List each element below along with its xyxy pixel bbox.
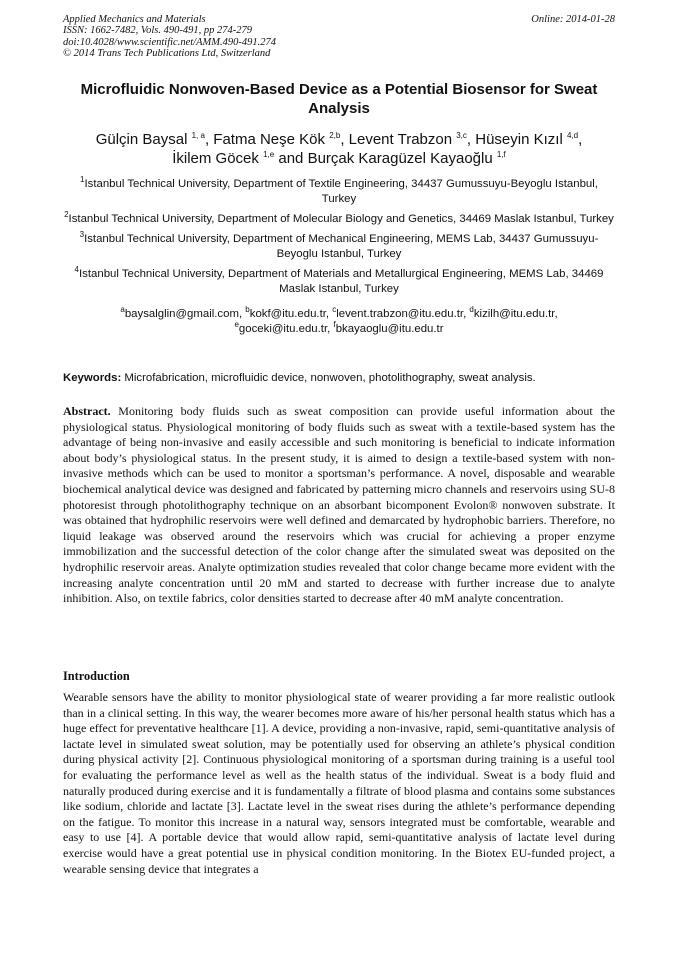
author-marker: 1,f xyxy=(496,150,506,159)
online-date: Online: 2014-01-28 xyxy=(531,14,615,25)
email-address[interactable]: baysalglin@gmail.com xyxy=(124,308,239,320)
email-marker: e xyxy=(234,320,239,330)
author-name: Hüseyin Kızıl xyxy=(475,131,563,148)
affiliation-number: 3 xyxy=(79,230,85,240)
issn-line: ISSN: 1662-7482, Vols. 490-491, pp 274-279 xyxy=(63,25,252,37)
author-name: Levent Trabzon xyxy=(348,131,453,148)
affiliation-text: Istanbul Technical University, Department of Mechanical Engineering, MEMS Lab, 34437 Gumussuyu-Beyoglu Istanbul, Turkey xyxy=(84,233,599,260)
email-address[interactable]: bkayaoglu@itu.edu.tr xyxy=(335,323,444,335)
abstract-text: Monitoring body fluids such as sweat composition can provide useful information about the physiological status. Physiological monitoring of body fluids such as sweat with a textile-based system has the advantage of being non-invasive and easily accessible and such monitoring is beneficial to indicate information about body’s physiological status. In the present study, it is aimed to design a textile-based system with non-invasive methods which can be used to monitor a sportsman’s performance. A novel, disposable and wearable biochemical analytical device was designed and fabricated by patterning micro channels and reservoirs using SU-8 photoresist through photolithography technique on an absorbant bicomponent Evolon® nonwoven substrate. It was obtained that hydrophilic reservoirs were well defined and demarcated by hydrophobic barriers. Therefore, no liquid leakage was observed around the reservoirs which was crucial for achieving a proper enzyme immobilization and the successful detection of the color change after the simulated sweat was deposited on the hydrophilic reservoir areas. Analyte optimization studies revealed that color change became more evident with the increasing analyte concentration until 20 mM and started to decrease with further increase due to analyte inhibition. Also, on textile fabrics, color densities started to decrease after 40 mM analyte concentration. xyxy=(63,404,615,606)
journal-name: Applied Mechanics and Materials xyxy=(63,14,206,25)
email-marker: c xyxy=(332,305,337,315)
email-list xyxy=(63,307,615,337)
author-name: Gülçin Baysal xyxy=(95,131,188,148)
email-separator: , xyxy=(238,308,246,320)
author-name: Fatma Neşe Kök xyxy=(213,131,326,148)
affiliation-text: Istanbul Technical University, Department of Materials and Metallurgical Engineering, MEMS Lab, 34469 Maslak Istanbul, Turkey xyxy=(79,268,604,295)
author-marker: 3,c xyxy=(456,131,467,140)
keywords xyxy=(63,371,615,385)
email-marker: b xyxy=(245,305,250,315)
affiliation xyxy=(63,212,615,227)
affiliation xyxy=(63,177,615,207)
email-address[interactable]: kizilh@itu.edu.tr xyxy=(473,308,555,320)
affiliation xyxy=(63,267,615,297)
affiliation-text: Istanbul Technical University, Department of Textile Engineering, 34437 Gumussuyu-Beyoglu Istanbul, Turkey xyxy=(84,178,598,205)
author-marker: 1, a xyxy=(191,131,205,140)
email-separator: , xyxy=(327,323,334,335)
email-separator: , xyxy=(325,308,333,320)
copyright-line: © 2014 Trans Tech Publications Ltd, Switzerland xyxy=(63,48,271,60)
author-separator: , xyxy=(578,131,583,148)
author-marker: 4,d xyxy=(566,131,579,140)
affiliation-text: Istanbul Technical University, Department of Molecular Biology and Genetics, 34469 Maslak Istanbul, Turkey xyxy=(68,213,614,225)
keywords-text: Microfabrication, microfluidic device, nonwoven, photolithography, sweat analysis. xyxy=(121,372,536,384)
affiliation-number: 4 xyxy=(74,265,79,275)
doi-line: doi:10.4028/www.scientific.net/AMM.490-491.274 xyxy=(63,36,276,48)
affiliation xyxy=(63,232,615,262)
email-marker: a xyxy=(120,305,125,315)
email-separator: , xyxy=(554,308,558,320)
affiliation-block xyxy=(63,177,615,337)
paper-title: Microfluidic Nonwoven-Based Device as a Potential Biosensor for Sweat Analysis xyxy=(80,81,598,117)
email-separator: , xyxy=(463,308,470,320)
introduction-text: Wearable sensors have the ability to monitor physiological state of wearer providing a far more realistic outlook than in a clinical setting. In this way, the wearer becomes more aware of his/her personal health status which has a huge effect for preventative healthcare [1]. A device, providing a non-invasive, rapid, semi-quantitative analysis of lactate level in simulated sweat solution, may be potentially used for observing an athlete’s physical condition during physical activity [2]. Continuous physiological monitoring of a sportsman during training is a useful tool for evaluating the performance level as well as the health status of the individual. Sweat is a body fluid and naturally produced during exercise and it is fundamentally a filtrate of blood plasma and contains some substances like sodium, chloride and lactate [3]. Lactate level in the sweat rises during the athlete’s performance depending on the fatigue. To monitor this increase in a natural way, sensors integrated must be comfortable, wearable and easy to use [4]. A portable device that would allow rapid, semi-quantitative analysis of lactate level during exercise would have a great potential use in physical condition monitoring. In the Biotex EU-funded project, a wearable sensing device that integrates a xyxy=(63,690,615,876)
author-name: Burçak Karagüzel Kayaoğlu xyxy=(307,150,493,167)
abstract xyxy=(63,404,615,607)
author-list xyxy=(63,130,615,168)
abstract-label: Abstract. xyxy=(63,404,111,418)
keywords-label: Keywords: xyxy=(63,372,122,384)
email-marker: f xyxy=(333,320,336,330)
author-separator: and xyxy=(274,150,308,167)
author-name: İkilem Göcek xyxy=(172,150,259,167)
author-separator: , xyxy=(466,131,476,148)
email-address[interactable]: kokf@itu.edu.tr xyxy=(249,308,326,320)
author-separator: , xyxy=(340,131,349,148)
journal-header xyxy=(63,14,615,60)
introduction-heading: Introduction xyxy=(63,669,130,683)
affiliation-number: 1 xyxy=(80,175,85,185)
affiliation-number: 2 xyxy=(64,210,69,220)
author-marker: 1,e xyxy=(263,150,275,159)
email-address[interactable]: goceki@itu.edu.tr xyxy=(238,323,328,335)
author-separator: , xyxy=(204,131,214,148)
author-marker: 2,b xyxy=(329,131,341,140)
email-marker: d xyxy=(469,305,474,315)
email-address[interactable]: levent.trabzon@itu.edu.tr xyxy=(336,308,464,320)
